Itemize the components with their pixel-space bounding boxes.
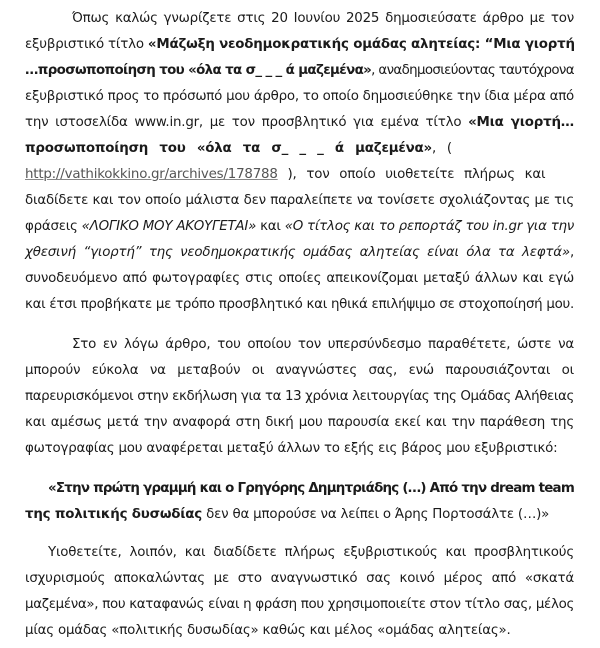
bold-quoted-title: προσωποποίηση του «όλα τα σ_ _ _ ά μαζεμένα» [25, 141, 432, 156]
italic-quote: «Ο τίτλος και το ρεπορτάζ του in.gr για την [284, 219, 575, 234]
paragraph-1-line-1 [25, 6, 575, 32]
text-run: φράσεις [25, 219, 82, 234]
paragraph-2-line-5 [25, 436, 575, 462]
paragraph-3-line-2 [25, 502, 575, 528]
paragraph-1-line-5 [25, 110, 575, 136]
bold-quote: «Στην πρώτη γραμμή και ο Γρηγόρης Δημητριάδης (…) Από την dream team [48, 481, 575, 496]
paragraph-1-line-2 [25, 32, 575, 58]
paragraph-1-line-12 [25, 292, 575, 318]
paragraph-2-line-1 [25, 332, 575, 358]
text-run: , ( [431, 141, 452, 156]
italic-quote: «ΛΟΓΙΚΟ ΜΟΥ ΑΚΟΥΓΕΤΑΙ» [81, 219, 257, 234]
paragraph-1-line-7 [25, 162, 575, 188]
text-run: διαδίδετε και τον οποίο μάλιστα δεν παραλείπετε να τονίσετε σχολιάζοντας με τις [25, 193, 574, 208]
paragraph-1 [25, 6, 575, 318]
paragraph-2-line-4 [25, 410, 575, 436]
paragraph-4-line-4 [25, 618, 575, 644]
italic-quote: χθεσινή “γιορτή” της νεοδημοκρατικής ομάδας αλητείας είναι όλα τα λεφτά» [25, 245, 570, 260]
text-run: εξυβριστικό προς το πρόσωπό μου άρθρο, το οποίο δημοσιεύθηκε την ίδια μέρα από [25, 89, 574, 104]
text-run: , αναδημοσιεύοντας ταυτόχρονα [371, 63, 574, 78]
paragraph-2 [25, 332, 575, 462]
bold-quoted-title: «Μάζωξη νεοδημοκρατικής ομάδας αλητείας: “Μια γιορτή [147, 37, 575, 52]
text-run: την ιστοσελίδα www.in.gr, με τον προσβλητικό για εμένα τίτλο [25, 115, 469, 130]
paragraph-4-line-1 [25, 540, 575, 566]
bold-quote: της πολιτικής δυσωδίας [25, 507, 203, 522]
paragraph-4-line-2 [25, 566, 575, 592]
paragraph-1-line-3 [25, 58, 575, 84]
paragraph-1-line-8 [25, 188, 575, 214]
paragraph-1-line-11 [25, 266, 575, 292]
text-run: μαζεμένα», που καταφανώς είναι η φράση που χρησιμοποιείτε στον τίτλο σας, μέλος [25, 597, 574, 612]
paragraph-2-line-2 [25, 358, 575, 384]
paragraph-3 [25, 476, 575, 528]
paragraph-4 [25, 540, 575, 644]
text-run: και [256, 219, 285, 234]
paragraph-1-line-4 [25, 84, 575, 110]
text-run: μίας ομάδας «πολιτικής δυσωδίας» καθώς και μέλος «ομάδας αλητείας». [25, 623, 511, 638]
paragraph-1-line-10 [25, 240, 575, 266]
paragraph-4-line-3 [25, 592, 575, 618]
bold-quoted-title: «Μια γιορτή… [468, 115, 574, 130]
article-link[interactable]: http://vathikokkino.gr/archives/178788 [25, 167, 278, 182]
text-run: , [569, 245, 574, 260]
text-run: Στο εν λόγω άρθρο, του οποίου τον υπερσύνδεσμο παραθέτετε, ώστε να [72, 337, 574, 352]
paragraph-1-line-9 [25, 214, 575, 240]
paragraph-2-line-3 [25, 384, 575, 410]
text-run: συνοδευόμενο από φωτογραφίες στις οποίες απεικονίζομαι μεταξύ άλλων και εγώ [25, 271, 574, 286]
paragraph-3-line-1 [25, 476, 575, 502]
text-run: ), τον οποίο υιοθετείτε πλήρως και [277, 167, 546, 182]
text-run: μπορούν εύκολα να μεταβούν οι αναγνώστες σας, ενώ παρουσιάζονται οι [25, 363, 574, 378]
text-run: και έτσι προβήκατε με τρόπο προσβλητικό και ηθικά επιλήψιμο σε στοχοποίησή μου. [25, 297, 574, 312]
text-run: Υιοθετείτε, λοιπόν, και διαδίδετε πλήρως εξυβριστικούς και προσβλητικούς [48, 545, 574, 560]
text-run: Όπως καλώς γνωρίζετε στις 20 Ιουνίου 2025 δημοσιεύσατε άρθρο με τον [72, 11, 574, 26]
text-run: ισχυρισμούς αποκαλώντας με στο αναγνωστικό σας κοινό μέρος από «σκατά [25, 571, 574, 586]
bold-quoted-title: …προσωποποίηση του «όλα τα σ_ _ _ ά μαζεμένα» [25, 63, 372, 78]
paragraph-1-line-6 [25, 136, 575, 162]
text-run: και αμέσως μετά την αναφορά στη δική μου παρουσία εκεί και την παράθεση της [25, 415, 574, 430]
text-run: φωτογραφίας μου αναφέρεται μεταξύ άλλων το εξής εις βάρος μου εξυβριστικό: [25, 441, 558, 456]
text-run: παρευρισκόμενοι στην εκδήλωση για τα 13 χρόνια λειτουργίας της Ομάδας Αλήθειας [25, 389, 574, 404]
text-run: δεν θα μπορούσε να λείπει ο Άρης Πορτοσάλτε (…)» [202, 507, 550, 522]
text-run: εξυβριστικό τίτλο [25, 37, 148, 52]
